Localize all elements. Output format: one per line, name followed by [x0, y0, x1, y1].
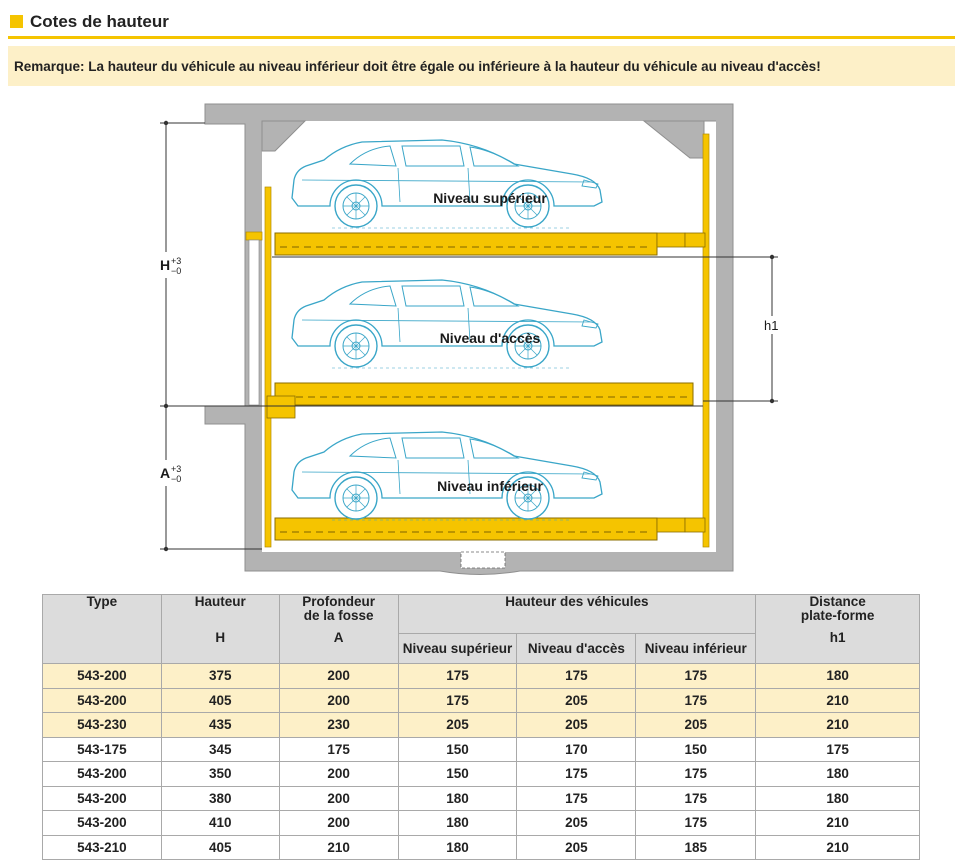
cell-inf: 175 [636, 688, 756, 713]
height-dimensions-table [42, 594, 920, 860]
cell-sup: 205 [398, 713, 517, 738]
table-row [43, 786, 920, 811]
table-row [43, 688, 920, 713]
cell-a: 210 [279, 835, 398, 860]
cell-type: 543-200 [43, 786, 162, 811]
cell-sup: 175 [398, 688, 517, 713]
cell-h: 380 [161, 786, 279, 811]
table-row [43, 737, 920, 762]
cell-h1: 210 [756, 688, 920, 713]
col-header-hauteur: Hauteur H [161, 595, 279, 664]
table-row [43, 713, 920, 738]
cell-sup: 180 [398, 835, 517, 860]
table-row [43, 664, 920, 689]
dim-a-letter: A [160, 465, 171, 481]
cell-sup: 150 [398, 737, 517, 762]
cell-acces: 175 [517, 762, 636, 787]
table-row [43, 835, 920, 860]
col-header-profondeur: Profondeur de la fosse A [279, 595, 398, 664]
cell-a: 200 [279, 811, 398, 836]
cell-acces: 170 [517, 737, 636, 762]
table-row [43, 762, 920, 787]
platform-lower [275, 518, 657, 540]
cell-acces: 205 [517, 811, 636, 836]
cell-a: 200 [279, 664, 398, 689]
dim-h-tol-minus: −0 [171, 266, 182, 276]
cell-sup: 150 [398, 762, 517, 787]
cell-type: 543-210 [43, 835, 162, 860]
dim-h-tol-plus: +3 [171, 256, 182, 266]
col-header-niveau-superieur: Niveau supérieur [398, 634, 517, 664]
cell-type: 543-200 [43, 811, 162, 836]
cell-inf: 175 [636, 811, 756, 836]
cell-h1: 210 [756, 713, 920, 738]
col-header-niveau-inferieur: Niveau inférieur [636, 634, 756, 664]
cell-sup: 175 [398, 664, 517, 689]
cell-acces: 175 [517, 786, 636, 811]
cell-a: 230 [279, 713, 398, 738]
cell-acces: 205 [517, 688, 636, 713]
cell-inf: 205 [636, 713, 756, 738]
cell-inf: 185 [636, 835, 756, 860]
platform-upper [275, 233, 657, 255]
drain-pit [461, 552, 505, 568]
cell-type: 543-200 [43, 688, 162, 713]
cell-a: 200 [279, 688, 398, 713]
cell-acces: 205 [517, 835, 636, 860]
cell-inf: 175 [636, 762, 756, 787]
cell-h1: 210 [756, 811, 920, 836]
cell-h: 435 [161, 713, 279, 738]
col-header-niveau-acces: Niveau d'accès [517, 634, 636, 664]
cell-h1: 180 [756, 762, 920, 787]
section-title: Cotes de hauteur [30, 12, 169, 31]
cell-h: 405 [161, 688, 279, 713]
cell-acces: 205 [517, 713, 636, 738]
dim-a-tol-minus: −0 [171, 474, 182, 484]
cell-h: 375 [161, 664, 279, 689]
cell-a: 200 [279, 786, 398, 811]
cell-sup: 180 [398, 811, 517, 836]
cell-h: 350 [161, 762, 279, 787]
remark-text: Remarque: La hauteur du véhicule au niveau inférieur doit être égale ou inférieure à la hauteur du véhicule au niveau d'accès! [14, 59, 821, 74]
cell-type: 543-230 [43, 713, 162, 738]
cell-sup: 180 [398, 786, 517, 811]
platform-access [275, 383, 693, 405]
dim-h-letter: H [160, 257, 171, 273]
cell-h1: 180 [756, 786, 920, 811]
cell-a: 200 [279, 762, 398, 787]
cell-h1: 210 [756, 835, 920, 860]
cell-h: 405 [161, 835, 279, 860]
cell-h: 410 [161, 811, 279, 836]
cell-h1: 180 [756, 664, 920, 689]
cell-inf: 150 [636, 737, 756, 762]
label-niveau-acces: Niveau d'accès [439, 330, 541, 346]
dimension-h [156, 121, 205, 408]
cell-type: 543-175 [43, 737, 162, 762]
col-header-type: Type [43, 595, 162, 664]
dim-a-tol-plus: +3 [171, 464, 182, 474]
cell-h1: 175 [756, 737, 920, 762]
cell-inf: 175 [636, 664, 756, 689]
col-header-distance: Distance plate-forme h1 [756, 595, 920, 664]
cell-inf: 175 [636, 786, 756, 811]
cell-acces: 175 [517, 664, 636, 689]
label-niveau-inferieur: Niveau inférieur [437, 478, 543, 494]
left-post [265, 187, 271, 547]
cell-type: 543-200 [43, 664, 162, 689]
cell-h: 345 [161, 737, 279, 762]
label-niveau-superieur: Niveau supérieur [433, 190, 547, 206]
right-post [703, 134, 709, 547]
cell-a: 175 [279, 737, 398, 762]
dim-h1-label: h1 [764, 318, 779, 333]
cell-type: 543-200 [43, 762, 162, 787]
table-body [43, 664, 920, 860]
col-header-hauteur-vehicules: Hauteur des véhicules [398, 595, 756, 634]
table-row [43, 811, 920, 836]
